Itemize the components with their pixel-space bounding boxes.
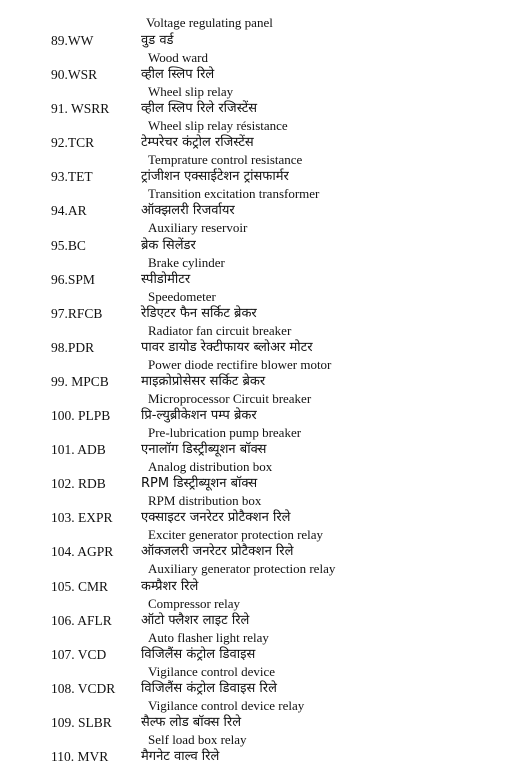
entry-abbreviation: 105. CMR bbox=[51, 578, 109, 594]
glossary-entry bbox=[0, 100, 532, 134]
glossary-entry bbox=[0, 646, 532, 680]
entry-hindi-term: ऑटो फ्लैशर लाइट रिले bbox=[141, 612, 250, 628]
entry-english-term: Wheel slip relay bbox=[148, 84, 234, 100]
entry-abbreviation: 96.SPM bbox=[51, 271, 95, 287]
entry-abbreviation: 99. MPCB bbox=[51, 373, 109, 389]
entry-abbreviation: 91. WSRR bbox=[51, 101, 110, 117]
entry-english-term: Wood ward bbox=[148, 50, 208, 65]
entry-english-term: Auxiliary reservoir bbox=[148, 220, 248, 236]
glossary-entry bbox=[0, 475, 532, 509]
entry-abbreviation: 109. SLBR bbox=[51, 714, 112, 730]
entry-hindi-term: ट्रांजीशन एक्साईटेशन ट्रांसफार्मर bbox=[141, 169, 289, 185]
entry-abbreviation: 100. PLPB bbox=[51, 408, 111, 424]
entry-hindi-term: वुड वर्ड bbox=[141, 33, 174, 48]
glossary-entry bbox=[0, 305, 532, 339]
glossary-entry bbox=[0, 66, 532, 100]
entry-abbreviation: 94.AR bbox=[51, 203, 87, 219]
glossary-entry bbox=[0, 509, 532, 543]
glossary-entry bbox=[0, 271, 532, 305]
entry-hindi-term: विजिलैंस कंट्रोल डिवाइस रिले bbox=[141, 680, 277, 696]
entry-abbreviation: 102. RDB bbox=[51, 476, 106, 492]
entry-abbreviation: 103. EXPR bbox=[51, 510, 113, 526]
entry-hindi-term: व्हील स्लिप रिले bbox=[141, 67, 215, 83]
entry-hindi-term: स्पीडोमीटर bbox=[141, 271, 191, 287]
entry-abbreviation: 98.PDR bbox=[51, 339, 95, 355]
glossary-entry bbox=[0, 339, 532, 373]
entry-abbreviation: 90.WSR bbox=[51, 67, 98, 83]
entry-english-term: RPM distribution box bbox=[148, 493, 262, 509]
glossary-entry bbox=[0, 714, 532, 748]
entry-abbreviation: 97.RFCB bbox=[51, 305, 103, 321]
continued-english-term: Voltage regulating panel bbox=[146, 15, 273, 30]
entry-english-term: Compressor relay bbox=[148, 595, 241, 611]
entry-english-term: Transition excitation transformer bbox=[148, 186, 320, 202]
entry-hindi-term: सैल्फ लोड बॉक्स रिले bbox=[141, 714, 242, 730]
entry-abbreviation: 108. VCDR bbox=[51, 680, 116, 696]
entry-hindi-term: RPM डिस्ट्रीब्यूशन बॉक्स bbox=[141, 476, 258, 492]
entry-english-term: Temprature control resistance bbox=[148, 152, 303, 168]
entry-hindi-term: रेडिएटर फैन सर्किट ब्रेकर bbox=[141, 305, 257, 321]
glossary-entry bbox=[0, 373, 532, 407]
entry-english-term: Speedometer bbox=[148, 288, 216, 304]
entry-hindi-term: व्हील स्लिप रिले रजिस्टेंस bbox=[141, 101, 258, 117]
glossary-entry bbox=[0, 680, 532, 714]
glossary-entry bbox=[0, 543, 532, 577]
entry-abbreviation: 92.TCR bbox=[51, 135, 95, 151]
entry-hindi-term: एक्साइटर जनरेटर प्रोटैक्शन रिले bbox=[141, 510, 291, 526]
entry-english-term: Analog distribution box bbox=[148, 459, 273, 475]
glossary-entry bbox=[0, 202, 532, 236]
glossary-entry bbox=[0, 134, 532, 168]
glossary-entry bbox=[0, 168, 532, 202]
entry-hindi-term: ऑक्जलरी जनरेटर प्रोटैक्शन रिले bbox=[141, 544, 294, 560]
glossary-entry bbox=[0, 407, 532, 441]
entry-english-term: Wheel slip relay résistance bbox=[148, 118, 288, 134]
entry-hindi-term: ऑक्झलरी रिजर्वायर bbox=[141, 203, 235, 219]
entry-hindi-term: प्रि-ल्युब्रीकेशन पम्प ब्रेकर bbox=[141, 408, 257, 424]
entry-abbreviation: 107. VCD bbox=[51, 646, 107, 662]
entry-hindi-term: एनालॉग डिस्ट्रीब्यूशन बॉक्स bbox=[141, 442, 267, 458]
entry-hindi-term: मैगनेट वाल्व रिले bbox=[141, 748, 220, 764]
entry-hindi-term: पावर डायोड रेक्टीफायर ब्लोअर मोटर bbox=[141, 339, 313, 355]
entry-english-term: Vigilance control device bbox=[148, 663, 275, 679]
glossary-entry bbox=[0, 441, 532, 475]
entry-abbreviation: 110. MVR bbox=[51, 748, 109, 764]
entry-hindi-term: टेम्परेचर कंट्रोल रजिस्टेंस bbox=[141, 135, 254, 151]
entry-english-term: Vigilance control device relay bbox=[148, 697, 305, 713]
glossary-entry bbox=[0, 32, 532, 66]
entry-english-term: Microprocessor Circuit breaker bbox=[148, 390, 312, 406]
entry-english-term: Auxiliary generator protection relay bbox=[148, 561, 336, 577]
entry-hindi-term: माइक्रोप्रोसेसर सर्किट ब्रेकर bbox=[141, 373, 266, 389]
glossary-entry bbox=[0, 748, 532, 782]
entry-english-term: Exciter generator protection relay bbox=[148, 527, 324, 543]
glossary-entry-list bbox=[0, 32, 532, 782]
entry-abbreviation: 89.WW bbox=[51, 33, 94, 48]
entry-english-term: Radiator fan circuit breaker bbox=[148, 322, 292, 338]
entry-hindi-term: कम्प्रैशर रिले bbox=[141, 578, 199, 594]
entry-abbreviation: 101. ADB bbox=[51, 442, 106, 458]
entry-hindi-term: विजिलैंस कंट्रोल डिवाइस bbox=[141, 646, 256, 662]
entry-hindi-term: ब्रेक सिलेंडर bbox=[141, 237, 196, 253]
glossary-entry bbox=[0, 237, 532, 271]
glossary-entry bbox=[0, 612, 532, 646]
entry-english-term: Brake cylinder bbox=[148, 254, 225, 270]
entry-english-term: Self load box relay bbox=[148, 731, 247, 747]
entry-abbreviation: 104. AGPR bbox=[51, 544, 114, 560]
entry-abbreviation: 95.BC bbox=[51, 237, 86, 253]
glossary-entry bbox=[0, 578, 532, 612]
entry-english-term: Auto flasher light relay bbox=[148, 629, 269, 645]
entry-english-term: Pre-lubrication pump breaker bbox=[148, 425, 302, 441]
entry-abbreviation: 106. AFLR bbox=[51, 612, 112, 628]
entry-abbreviation: 93.TET bbox=[51, 169, 93, 185]
entry-english-term: Power diode rectifire blower motor bbox=[148, 356, 332, 372]
